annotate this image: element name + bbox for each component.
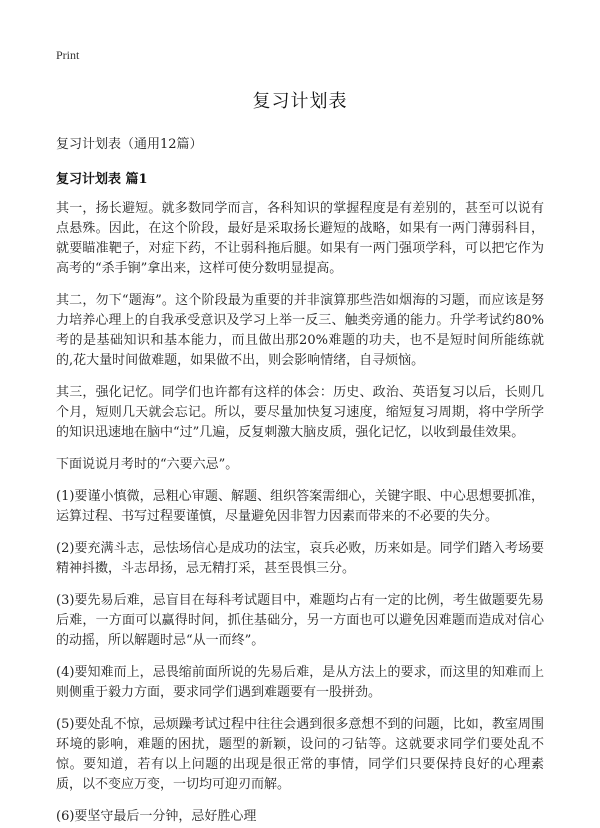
paragraph-9: (5)要处乱不惊，忌烦躁考试过程中往往会遇到很多意想不到的问题，比如，教室周围环境的影响，难题的困扰，题型的新颖，设问的刁钻等。这就要求同学们要处乱不惊。要知道，若有以上问题的出现是很正常的事情，同学们只要保持良好的心理素质，以不变应万变，一切均可迎刃而解。	[56, 717, 544, 792]
document-title: 复习计划表	[252, 91, 348, 112]
paragraph-7: (3)要先易后难，忌盲目在每科考试题目中，难题均占有一定的比例，考生做题要先易后难，一方面可以赢得时间，抓住基础分，另一方面也可以避免因难题而造成对信心的动摇，所以解题时忌“从一而终”。	[56, 593, 544, 648]
paragraph-2: 其二，勿下“题海”。这个阶段最为重要的并非演算那些浩如烟海的习题，而应该是努力培养心理上的自我承受意识及学习上举一反三、触类旁通的能力。升学考试约80%考的是基础知识和基本能力，而且做出那20%难题的功夫，也不是短时间所能练就的,花大量时间做难题，如果做不出，则会影响情绪，自寻烦恼。	[56, 293, 544, 368]
paragraph-5: (1)要谨小慎微，忌粗心审题、解题、组织答案需细心，关键字眼、中心思想要抓准，运算过程、书写过程要谨慎，尽量避免因非智力因素而带来的不必要的失分。	[56, 489, 544, 524]
paragraph-1: 其一，扬长避短。就多数同学而言，各科知识的掌握程度是有差别的，甚至可以说有点悬殊。因此，在这个阶段，最好是采取扬长避短的战略，如果有一两门薄弱科目，就要瞄准靶子，对症下药，不让弱科拖后腿。如果有一两门强项学科，可以把它作为高考的“杀手锏”拿出来，这样可使分数明显提高。	[56, 201, 544, 276]
paragraph-10: (6)要坚守最后一分钟，忌好胜心理	[56, 809, 257, 824]
document-subtitle: 复习计划表（通用12篇）	[56, 137, 203, 152]
paragraph-8: (4)要知难而上，忌畏缩前面所说的先易后难，是从方法上的要求，而这里的知难而上则侧重于毅力方面，要求同学们遇到难题要有一股拼劲。	[56, 665, 544, 700]
paragraph-3: 其三，强化记忆。同学们也许都有这样的体会：历史、政治、英语复习以后，长则几个月，短则几天就会忘记。所以，要尽量加快复习速度，缩短复习周期，将中学所学的知识迅速地在脑中“过”几遍，反复刺激大脑皮质，强化记忆，以收到最佳效果。	[56, 385, 544, 440]
section-heading: 复习计划表 篇1	[56, 172, 148, 187]
print-link[interactable]: Print	[56, 48, 80, 62]
paragraph-4: 下面说说月考时的“六要六忌”。	[56, 457, 239, 472]
paragraph-6: (2)要充满斗志，忌怯场信心是成功的法宝，哀兵必败，历来如是。同学们踏入考场要精神抖擞，斗志昂扬，忌无精打采，甚至畏惧三分。	[56, 541, 544, 576]
